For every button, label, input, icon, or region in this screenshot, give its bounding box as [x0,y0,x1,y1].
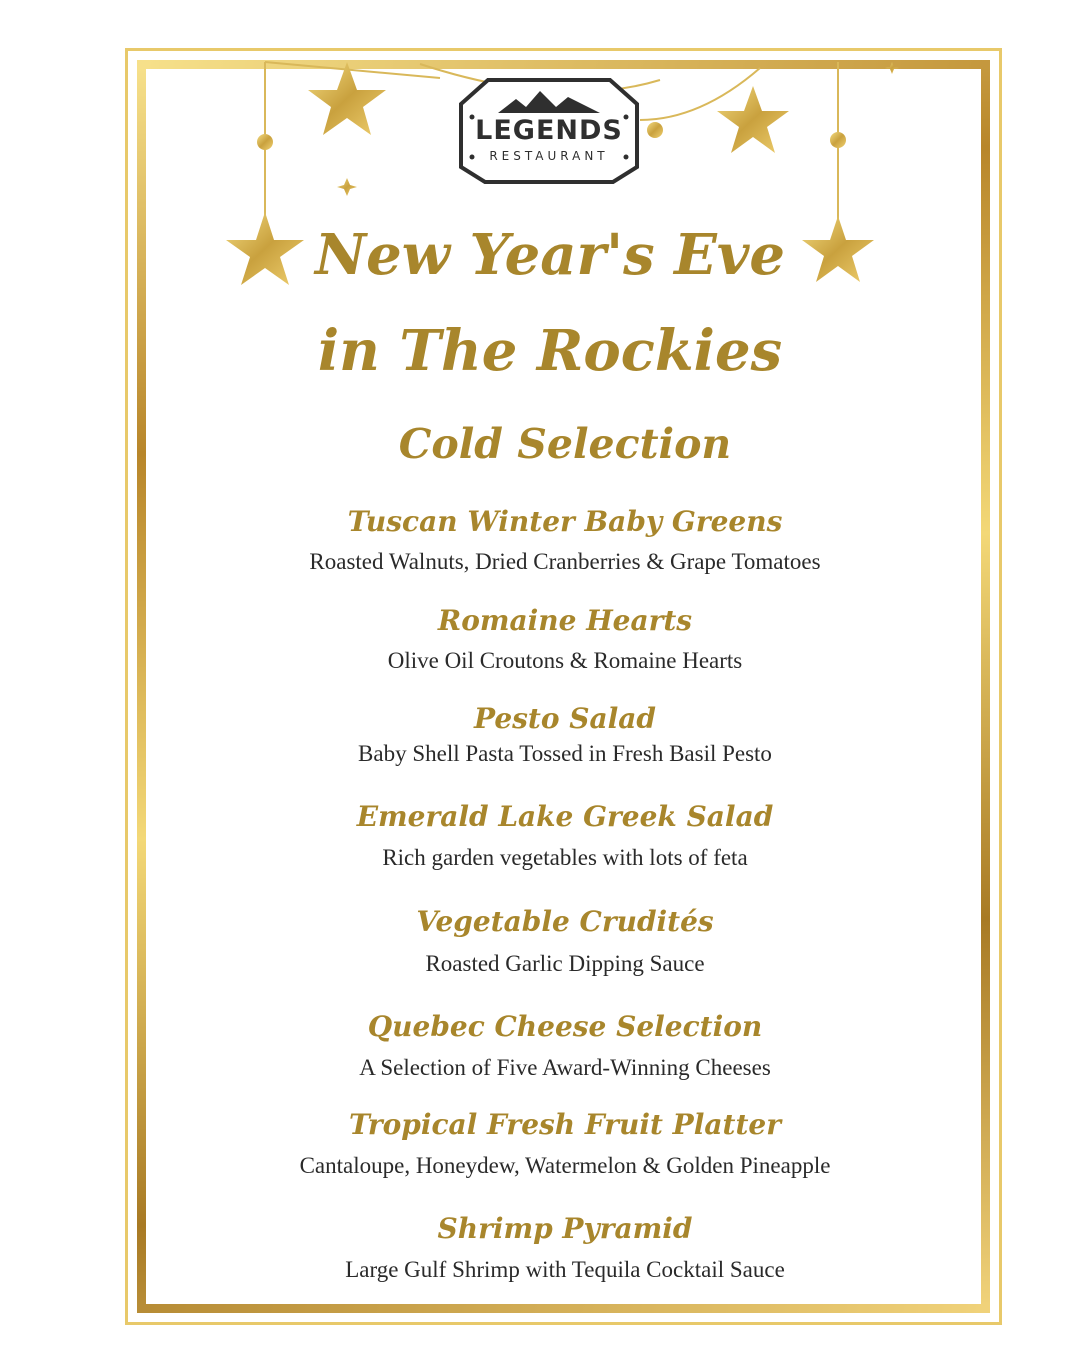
menu-item-description: Olive Oil Croutons & Romaine Hearts [387,648,743,673]
menu-item-description: Rich garden vegetables with lots of feta [382,845,748,870]
menu-item-name: Quebec Cheese Selection [367,1010,763,1043]
menu-item-description: A Selection of Five Award-Winning Cheeses [359,1055,771,1080]
page-title-line2: in The Rockies [317,318,783,384]
menu-item-description: Large Gulf Shrimp with Tequila Cocktail Sauce [345,1257,785,1282]
menu-item-name: Shrimp Pyramid [437,1212,693,1245]
menu-item-description: Roasted Garlic Dipping Sauce [425,951,705,976]
menu-item-name: Romaine Hearts [437,604,693,637]
menu-item-description: Cantaloupe, Honeydew, Watermelon & Golden Pineapple [299,1153,831,1178]
page-title-line1: New Year's Eve [314,222,786,288]
menu-item-description: Baby Shell Pasta Tossed in Fresh Basil Pesto [358,741,772,766]
menu-item-name: Tuscan Winter Baby Greens [347,505,783,538]
menu-item-name: Tropical Fresh Fruit Platter [349,1108,781,1141]
section-heading: Cold Selection [398,420,732,468]
menu-item-name: Emerald Lake Greek Salad [356,800,774,833]
menu-item-description: Roasted Walnuts, Dried Cranberries & Grape Tomatoes [309,549,821,574]
menu-item-name: Vegetable Crudités [416,905,714,938]
menu-item-name: Pesto Salad [474,702,656,735]
legends-restaurant-logo [458,77,640,185]
logo-name: LEGENDS [475,115,623,146]
logo-subtitle: RESTAURANT [489,149,609,163]
